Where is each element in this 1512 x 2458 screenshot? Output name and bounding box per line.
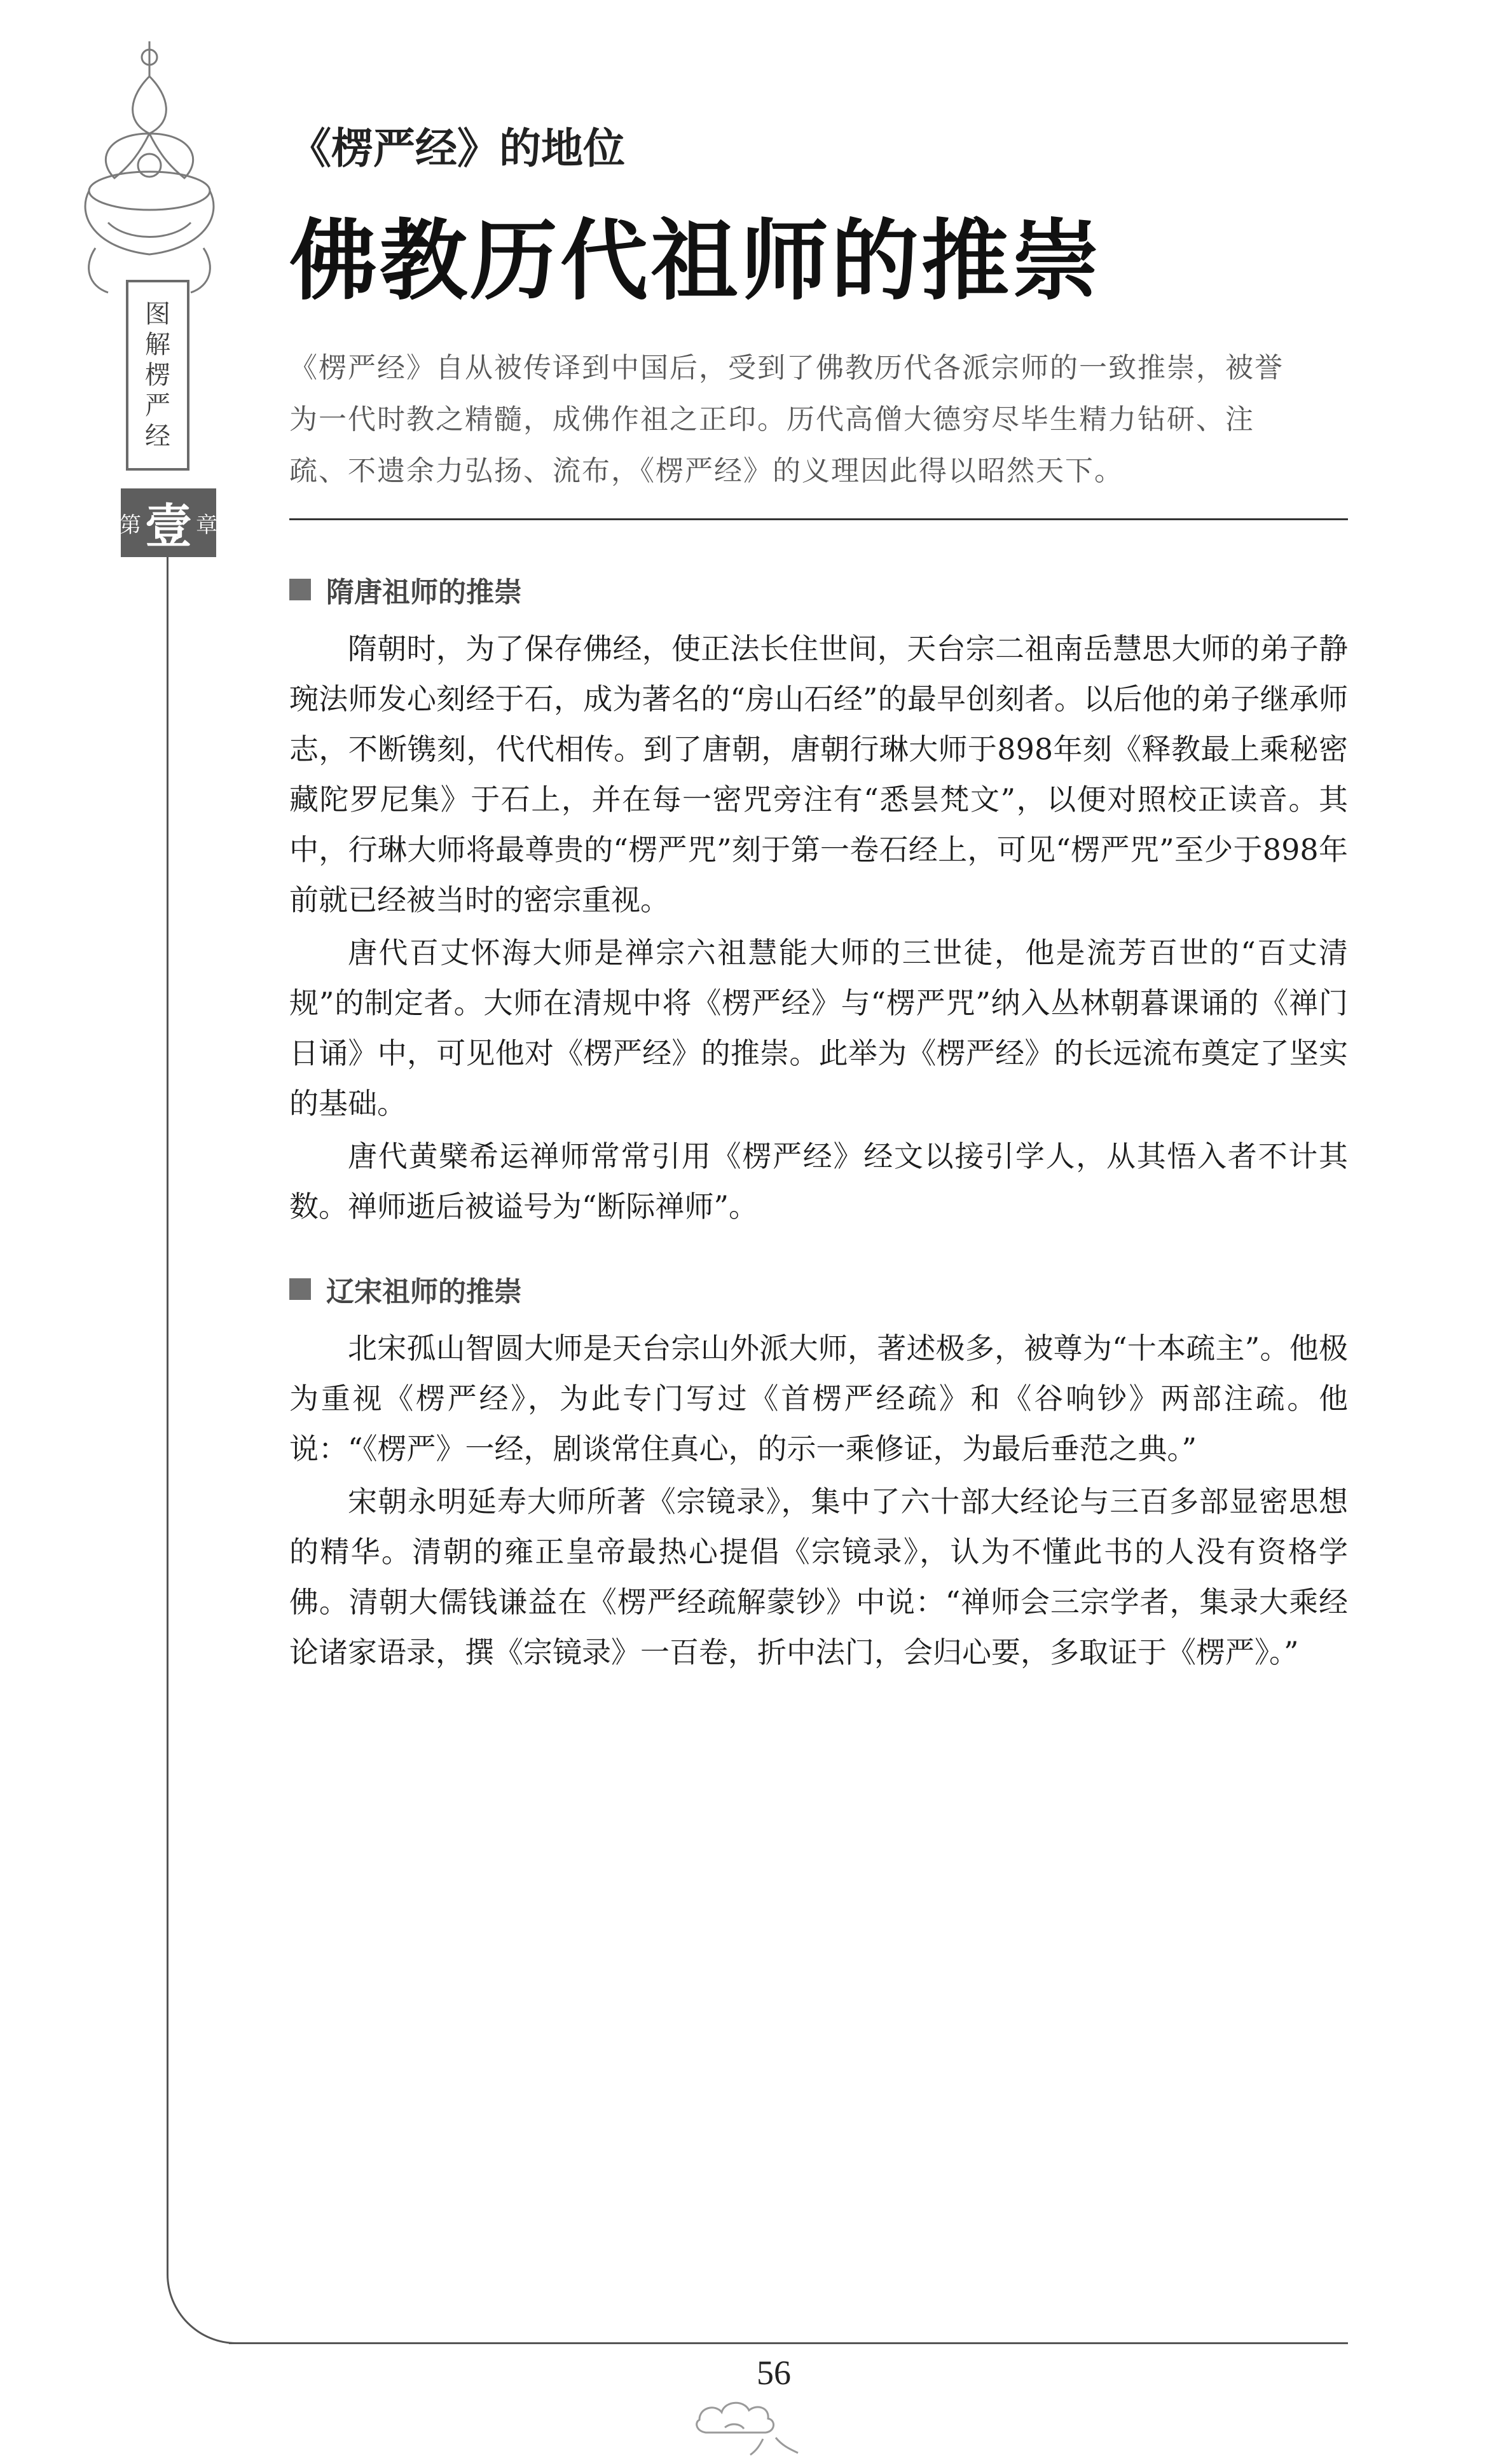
cloud-ornament-icon xyxy=(687,2382,852,2458)
book-title-char: 解 xyxy=(145,330,170,359)
paragraph: 唐代百丈怀海大师是禅宗六祖慧能大师的三世徒，他是流芳百世的“百丈清规”的制定者。大师在清规中将《楞严经》与“楞严咒”纳入丛林朝暮课诵的《禅门日诵》中，可见他对《楞严经》的推崇。此举为《楞严经》的长远流布奠定了坚实的基础。 xyxy=(289,936,1348,1121)
section-liao-song xyxy=(289,1269,1348,1680)
intro-line: 《楞严经》自从被传译到中国后，受到了佛教历代各派宗师的一致推崇，被誉 xyxy=(289,352,1284,384)
page-subtitle: 《楞严经》的地位 xyxy=(289,124,625,173)
paragraph: 隋朝时，为了保存佛经，使正法长住世间，天台宗二祖南岳慧思大师的弟子静琬法师发心刻经于石，成为著名的“房山石经”的最早创刻者。以后他的弟子继承师志，不断镌刻，代代相传。到了唐朝，唐朝行琳大师于898年刻《释教最上乘秘密藏陀罗尼集》于石上，并在每一密咒旁注有“悉昙梵文”，以便对照校正读音。其中，行琳大师将最尊贵的“楞严咒”刻于第一卷石经上，可见“楞严咒”至少于898年前就已经被当时的密宗重视。 xyxy=(289,632,1348,917)
square-bullet-icon xyxy=(289,1278,311,1300)
chapter-number: 壹 xyxy=(145,499,192,554)
page-title: 佛教历代祖师的推崇 xyxy=(289,209,1103,312)
section-heading xyxy=(289,569,1348,610)
bottom-divider xyxy=(229,2342,1348,2344)
book-title-char: 图 xyxy=(145,300,170,329)
book-title-char: 楞 xyxy=(145,361,170,390)
lotus-ornament-icon xyxy=(70,38,229,305)
section-heading xyxy=(289,1269,1348,1309)
section-sui-tang xyxy=(289,569,1348,1234)
chapter-suffix: 章 xyxy=(196,512,217,538)
section-heading-text: 辽宋祖师的推崇 xyxy=(326,1276,522,1308)
chapter-prefix: 第 xyxy=(120,512,141,538)
intro-text xyxy=(289,342,1345,497)
intro-line: 为一代时教之精髓，成佛作祖之正印。历代高僧大德穷尽毕生精力钻研、注 xyxy=(289,403,1254,436)
paragraph: 宋朝永明延寿大师所著《宗镜录》，集中了六十部大经论与三百多部显密思想的精华。清朝的雍正皇帝最热心提倡《宗镜录》，认为不懂此书的人没有资格学佛。清朝大儒钱谦益在《楞严经疏解蒙钞》中说：“禅师会三宗学者，集录大乘经论诸家语录，撰《宗镜录》一百卷，折中法门，会归心要，多取证于《楞严》。” xyxy=(289,1484,1348,1669)
intro-line: 疏、不遗余力弘扬、流布，《楞严经》的义理因此得以昭然天下。 xyxy=(289,455,1124,487)
paragraph: 北宋孤山智圆大师是天台宗山外派大师，著述极多，被尊为“十本疏主”。他极为重视《楞严经》，为此专门写过《首楞严经疏》和《谷响钞》两部注疏。他说：“《楞严》一经，剧谈常住真心，的示一乘修证，为最后垂范之典。” xyxy=(289,1331,1348,1466)
book-title-vertical xyxy=(126,280,189,471)
book-title-char: 经 xyxy=(145,422,170,451)
page-number: 56 xyxy=(757,2354,791,2392)
paragraph: 唐代黄檗希运禅师常常引用《楞严经》经文以接引学人，从其悟入者不计其数。禅师逝后被谥号为“断际禅师”。 xyxy=(289,1139,1348,1224)
section-heading-text: 隋唐祖师的推崇 xyxy=(326,576,522,609)
chapter-badge xyxy=(121,488,216,557)
book-title-char: 严 xyxy=(145,391,170,420)
square-bullet-icon xyxy=(289,579,311,600)
top-divider xyxy=(289,518,1348,520)
